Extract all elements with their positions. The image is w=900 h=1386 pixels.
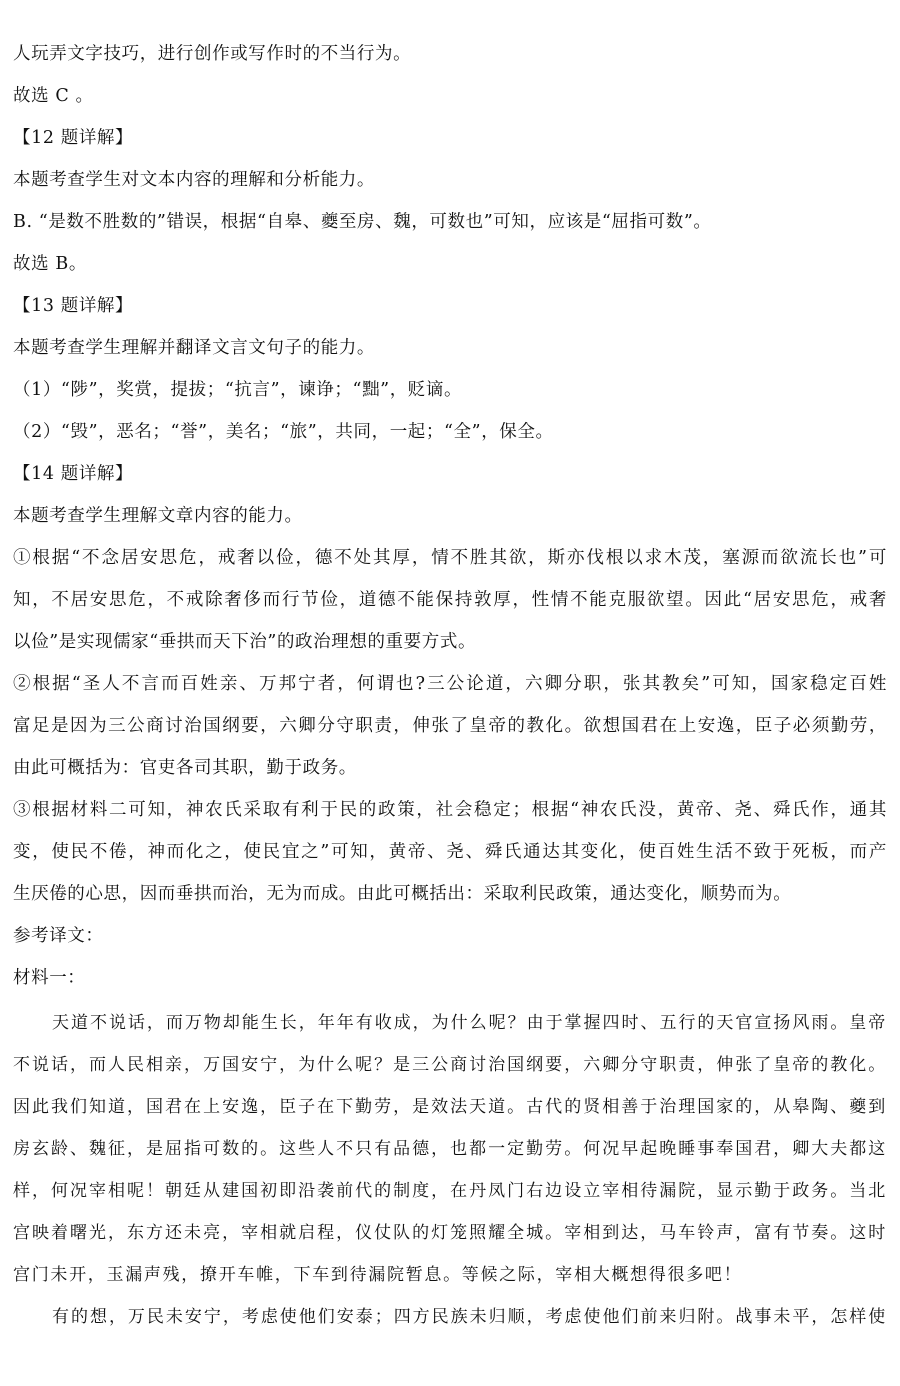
translation-line: 因此我们知道，国君在上安逸，臣子在下勤劳，是效法天道。古代的贤相善于治理国家的，从皋陶、夔到 — [13, 1097, 887, 1117]
text-line: 材料一： — [13, 968, 86, 988]
text-line: 故选 C 。 — [13, 86, 94, 106]
text-line: 人玩弄文字技巧，进行创作或写作时的不当行为。 — [13, 44, 412, 64]
text-line: ③根据材料二可知，神农氏采取有利于民的政策，社会稳定；根据“神农氏没，黄帝、尧、舜氏作，通其 — [13, 800, 887, 820]
text-line: ②根据“圣人不言而百姓亲、万邦宁者，何谓也?三公论道，六卿分职，张其教矣”可知，国家稳定百姓 — [13, 674, 887, 694]
text-line: 参考译文： — [13, 926, 104, 946]
translation-line: 不说话，而人民相亲，万国安宁，为什么呢？是三公商讨治国纲要，六卿分守职责，伸张了皇帝的教化。 — [13, 1055, 887, 1075]
text-line: 变，使民不倦，神而化之，使民宜之”可知，黄帝、尧、舜氏通达其变化，使百姓生活不致于死板，而产 — [13, 842, 887, 862]
text-line: 本题考查学生理解文章内容的能力。 — [13, 506, 303, 526]
text-line: 故选 B。 — [13, 254, 87, 274]
translation-line: 宫映着曙光，东方还未亮，宰相就启程，仪仗队的灯笼照耀全城。宰相到达，马车铃声，富有节奏。这时 — [13, 1223, 887, 1243]
text-line: ①根据“不念居安思危，戒奢以俭，德不处其厚，情不胜其欲，斯亦伐根以求木茂，塞源而欲流长也”可 — [13, 548, 887, 568]
translation-line: 天道不说话，而万物却能生长，年年有收成，为什么呢？由于掌握四时、五行的天官宣扬风雨。皇帝 — [52, 1013, 887, 1033]
text-line: 生厌倦的心思，因而垂拱而治，无为而成。由此可概括出：采取利民政策，通达变化，顺势而为。 — [13, 884, 792, 904]
translation-line: 有的想，万民未安宁，考虑使他们安泰；四方民族未归顺，考虑使他们前来归附。战事未平，怎样使 — [52, 1307, 887, 1327]
text-line: 知，不居安思危，不戒除奢侈而行节俭，道德不能保持敦厚，性情不能克服欲望。因此“居安思危，戒奢 — [13, 590, 887, 610]
text-line: 本题考查学生理解并翻译文言文句子的能力。 — [13, 338, 375, 358]
text-line: （1）“陟”，奖赏，提拔；“抗言”，谏诤；“黜”，贬谪。 — [13, 380, 463, 400]
text-line: 以俭”是实现儒家“垂拱而天下治”的政治理想的重要方式。 — [13, 632, 477, 652]
section-heading: 【12 题详解】 — [13, 128, 134, 148]
text-line: B. “是数不胜数的”错误，根据“自皋、夔至房、魏，可数也”可知，应该是“屈指可数”。 — [13, 212, 712, 232]
text-line: （2）“毁”，恶名；“誉”，美名；“旅”，共同，一起；“全”，保全。 — [13, 422, 554, 442]
text-line: 本题考查学生对文本内容的理解和分析能力。 — [13, 170, 375, 190]
text-line: 富足是因为三公商讨治国纲要，六卿分守职责，伸张了皇帝的教化。欲想国君在上安逸，臣子必须勤劳， — [13, 716, 887, 736]
section-heading: 【13 题详解】 — [13, 296, 134, 316]
text-line: 由此可概括为：官吏各司其职，勤于政务。 — [13, 758, 357, 778]
translation-line: 宫门未开，玉漏声残，撩开车帷，下车到待漏院暂息。等候之际，宰相大概想得很多吧！ — [13, 1265, 743, 1285]
translation-line: 样，何况宰相呢！朝廷从建国初即沿袭前代的制度，在丹凤门右边设立宰相待漏院，显示勤于政务。当北 — [13, 1181, 887, 1201]
section-heading: 【14 题详解】 — [13, 464, 134, 484]
translation-line: 房玄龄、魏征，是屈指可数的。这些人不只有品德，也都一定勤劳。何况早起晚睡事奉国君，卿大夫都这 — [13, 1139, 887, 1159]
